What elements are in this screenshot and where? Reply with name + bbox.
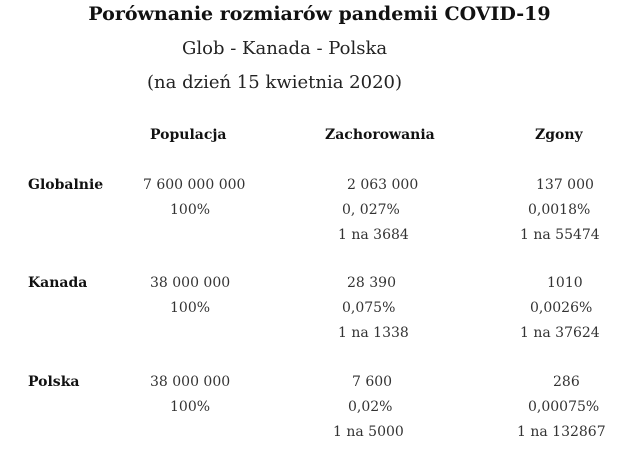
global-cases-ratio: 1 na 3684: [338, 227, 409, 243]
poland-population-value: 38 000 000: [150, 374, 231, 390]
global-cases-value: 2 063 000: [347, 177, 419, 193]
canada-deaths-value: 1010: [547, 275, 583, 291]
canada-deaths-percent: 0,0026%: [530, 300, 593, 316]
poland-cases-value: 7 600: [352, 374, 393, 390]
poland-deaths-ratio: 1 na 132867: [517, 424, 606, 440]
row-label-global: Globalnie: [28, 177, 104, 193]
canada-cases-value: 28 390: [347, 275, 396, 291]
row-label-poland: Polska: [28, 374, 80, 390]
subtitle-countries: Glob - Kanada - Polska: [182, 38, 388, 59]
poland-population-percent: 100%: [170, 399, 211, 415]
global-deaths-value: 137 000: [536, 177, 594, 193]
canada-cases-ratio: 1 na 1338: [338, 325, 409, 341]
global-population-percent: 100%: [170, 202, 211, 218]
row-label-canada: Kanada: [28, 275, 88, 291]
subtitle-date: (na dzień 15 kwietnia 2020): [147, 72, 403, 93]
poland-cases-percent: 0,02%: [348, 399, 393, 415]
poland-deaths-percent: 0,00075%: [528, 399, 600, 415]
canada-population-value: 38 000 000: [150, 275, 231, 291]
global-cases-percent: 0, 027%: [342, 202, 400, 218]
page-title: Porównanie rozmiarów pandemii COVID-19: [88, 3, 551, 25]
global-population-value: 7 600 000 000: [143, 177, 246, 193]
canada-cases-percent: 0,075%: [342, 300, 396, 316]
column-header-cases: Zachorowania: [325, 127, 435, 143]
canada-deaths-ratio: 1 na 37624: [520, 325, 600, 341]
column-header-population: Populacja: [150, 127, 227, 143]
canada-population-percent: 100%: [170, 300, 211, 316]
global-deaths-ratio: 1 na 55474: [520, 227, 600, 243]
poland-cases-ratio: 1 na 5000: [333, 424, 404, 440]
column-header-deaths: Zgony: [535, 127, 583, 143]
poland-deaths-value: 286: [553, 374, 580, 390]
global-deaths-percent: 0,0018%: [528, 202, 591, 218]
